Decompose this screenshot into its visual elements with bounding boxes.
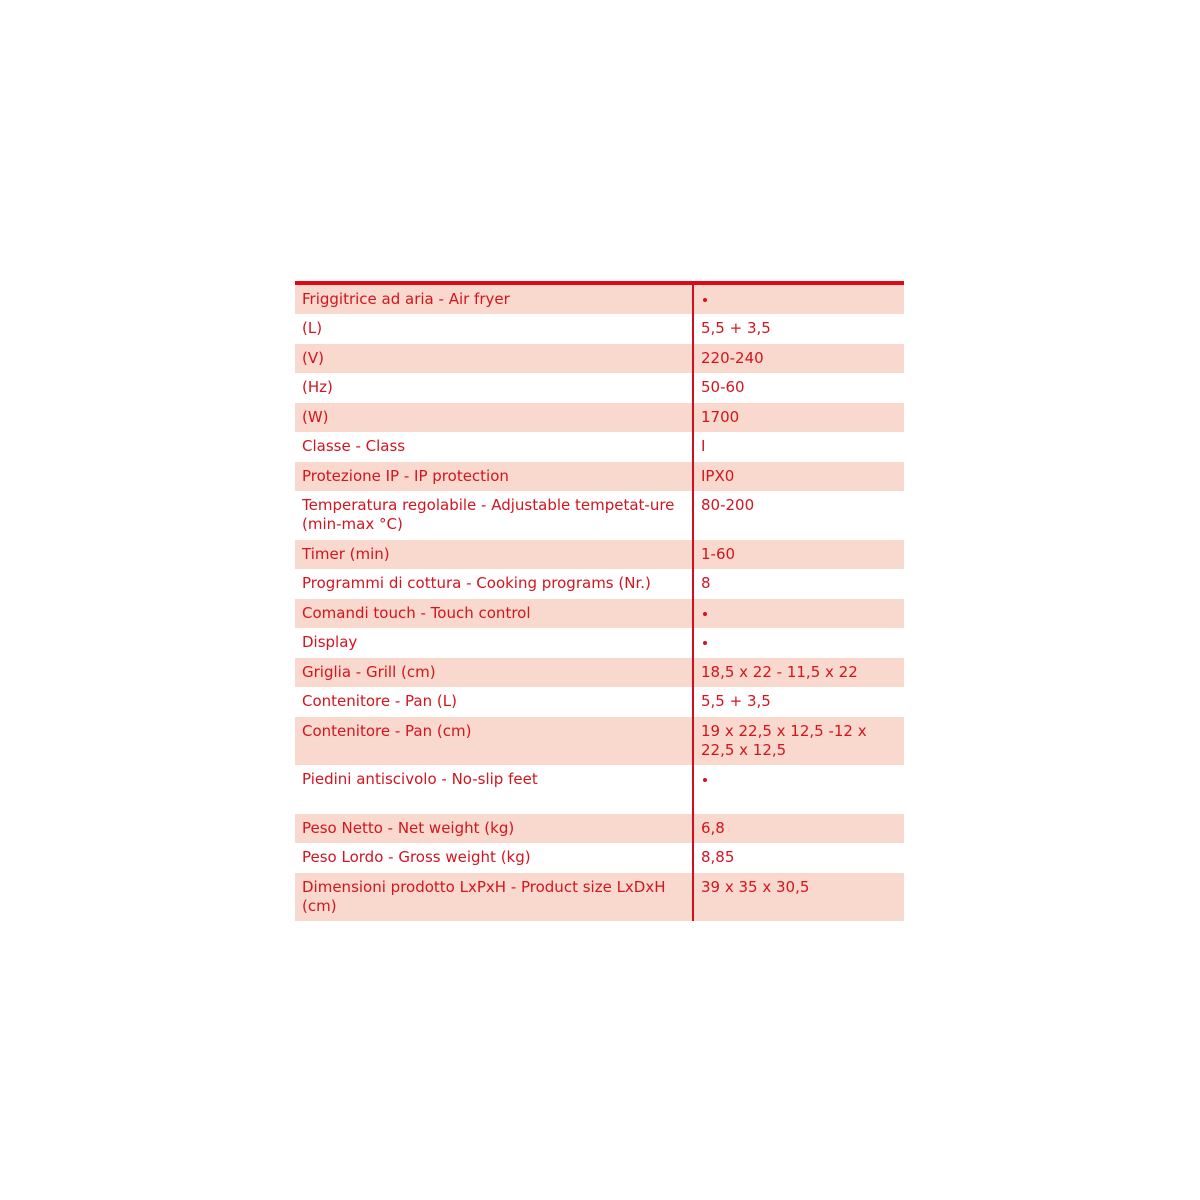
table-row xyxy=(295,569,904,599)
table-row xyxy=(295,765,904,814)
table-row xyxy=(295,658,904,687)
column-divider xyxy=(692,281,694,921)
table-row xyxy=(295,628,904,658)
spec-value: 5,5 + 3,5 xyxy=(701,692,771,710)
spec-value: 18,5 x 22 - 11,5 x 22 xyxy=(701,663,858,681)
table-row xyxy=(295,814,904,843)
spec-label: (W) xyxy=(302,408,329,426)
spec-label: Peso Netto - Net weight (kg) xyxy=(302,819,515,837)
spec-value: 50-60 xyxy=(701,378,745,396)
spec-label: Griglia - Grill (cm) xyxy=(302,663,436,681)
spec-value: 39 x 35 x 30,5 xyxy=(701,878,810,896)
spec-label: (V) xyxy=(302,349,324,367)
spec-value: IPX0 xyxy=(701,467,735,485)
spec-value: 19 x 22,5 x 12,5 -12 x 22,5 x 12,5 xyxy=(701,722,867,759)
bullet-icon xyxy=(703,612,707,616)
spec-value xyxy=(694,628,904,658)
table-row xyxy=(295,373,904,403)
table-row xyxy=(295,540,904,569)
table-row xyxy=(295,432,904,462)
spec-value: 6,8 xyxy=(701,819,725,837)
spec-value: 220-240 xyxy=(701,349,764,367)
table-row xyxy=(295,344,904,373)
spec-label: Comandi touch - Touch control xyxy=(302,604,531,622)
spec-label: (Hz) xyxy=(302,378,333,396)
bullet-icon xyxy=(703,641,707,645)
spec-table xyxy=(295,281,904,921)
spec-label: Temperatura regolabile - Adjustable tempetat-ure (min-max °C) xyxy=(302,496,675,533)
spec-label: Programmi di cottura - Cooking programs (Nr.) xyxy=(302,574,651,592)
table-row xyxy=(295,687,904,717)
table-row xyxy=(295,843,904,873)
spec-label: Dimensioni prodotto LxPxH - Product size LxDxH (cm) xyxy=(302,878,666,915)
spec-label: Peso Lordo - Gross weight (kg) xyxy=(302,848,531,866)
spec-value xyxy=(694,765,904,814)
spec-value: 8 xyxy=(701,574,711,592)
table-row xyxy=(295,873,904,921)
table-row xyxy=(295,599,904,628)
spec-label: Contenitore - Pan (L) xyxy=(302,692,457,710)
spec-value: 1-60 xyxy=(701,545,736,563)
spec-label: Classe - Class xyxy=(302,437,406,455)
spec-label: (L) xyxy=(302,319,323,337)
table-row xyxy=(295,462,904,491)
spec-value xyxy=(694,599,904,628)
table-row xyxy=(295,285,904,314)
table-row xyxy=(295,314,904,344)
spec-label: Piedini antiscivolo - No-slip feet xyxy=(302,770,538,788)
spec-label: Friggitrice ad aria - Air fryer xyxy=(302,290,510,308)
bullet-icon xyxy=(703,298,707,302)
spec-label: Display xyxy=(302,633,358,651)
spec-value: 5,5 + 3,5 xyxy=(701,319,771,337)
spec-value: 1700 xyxy=(701,408,740,426)
spec-label: Timer (min) xyxy=(302,545,390,563)
table-row xyxy=(295,403,904,432)
spec-value: I xyxy=(701,437,706,455)
table-row xyxy=(295,717,904,765)
spec-value: 80-200 xyxy=(701,496,755,514)
bullet-icon xyxy=(703,778,707,782)
spec-label: Contenitore - Pan (cm) xyxy=(302,722,472,740)
spec-value: 8,85 xyxy=(701,848,735,866)
spec-label: Protezione IP - IP protection xyxy=(302,467,509,485)
table-row xyxy=(295,491,904,540)
spec-value xyxy=(694,285,904,314)
spec-rows xyxy=(295,285,904,921)
